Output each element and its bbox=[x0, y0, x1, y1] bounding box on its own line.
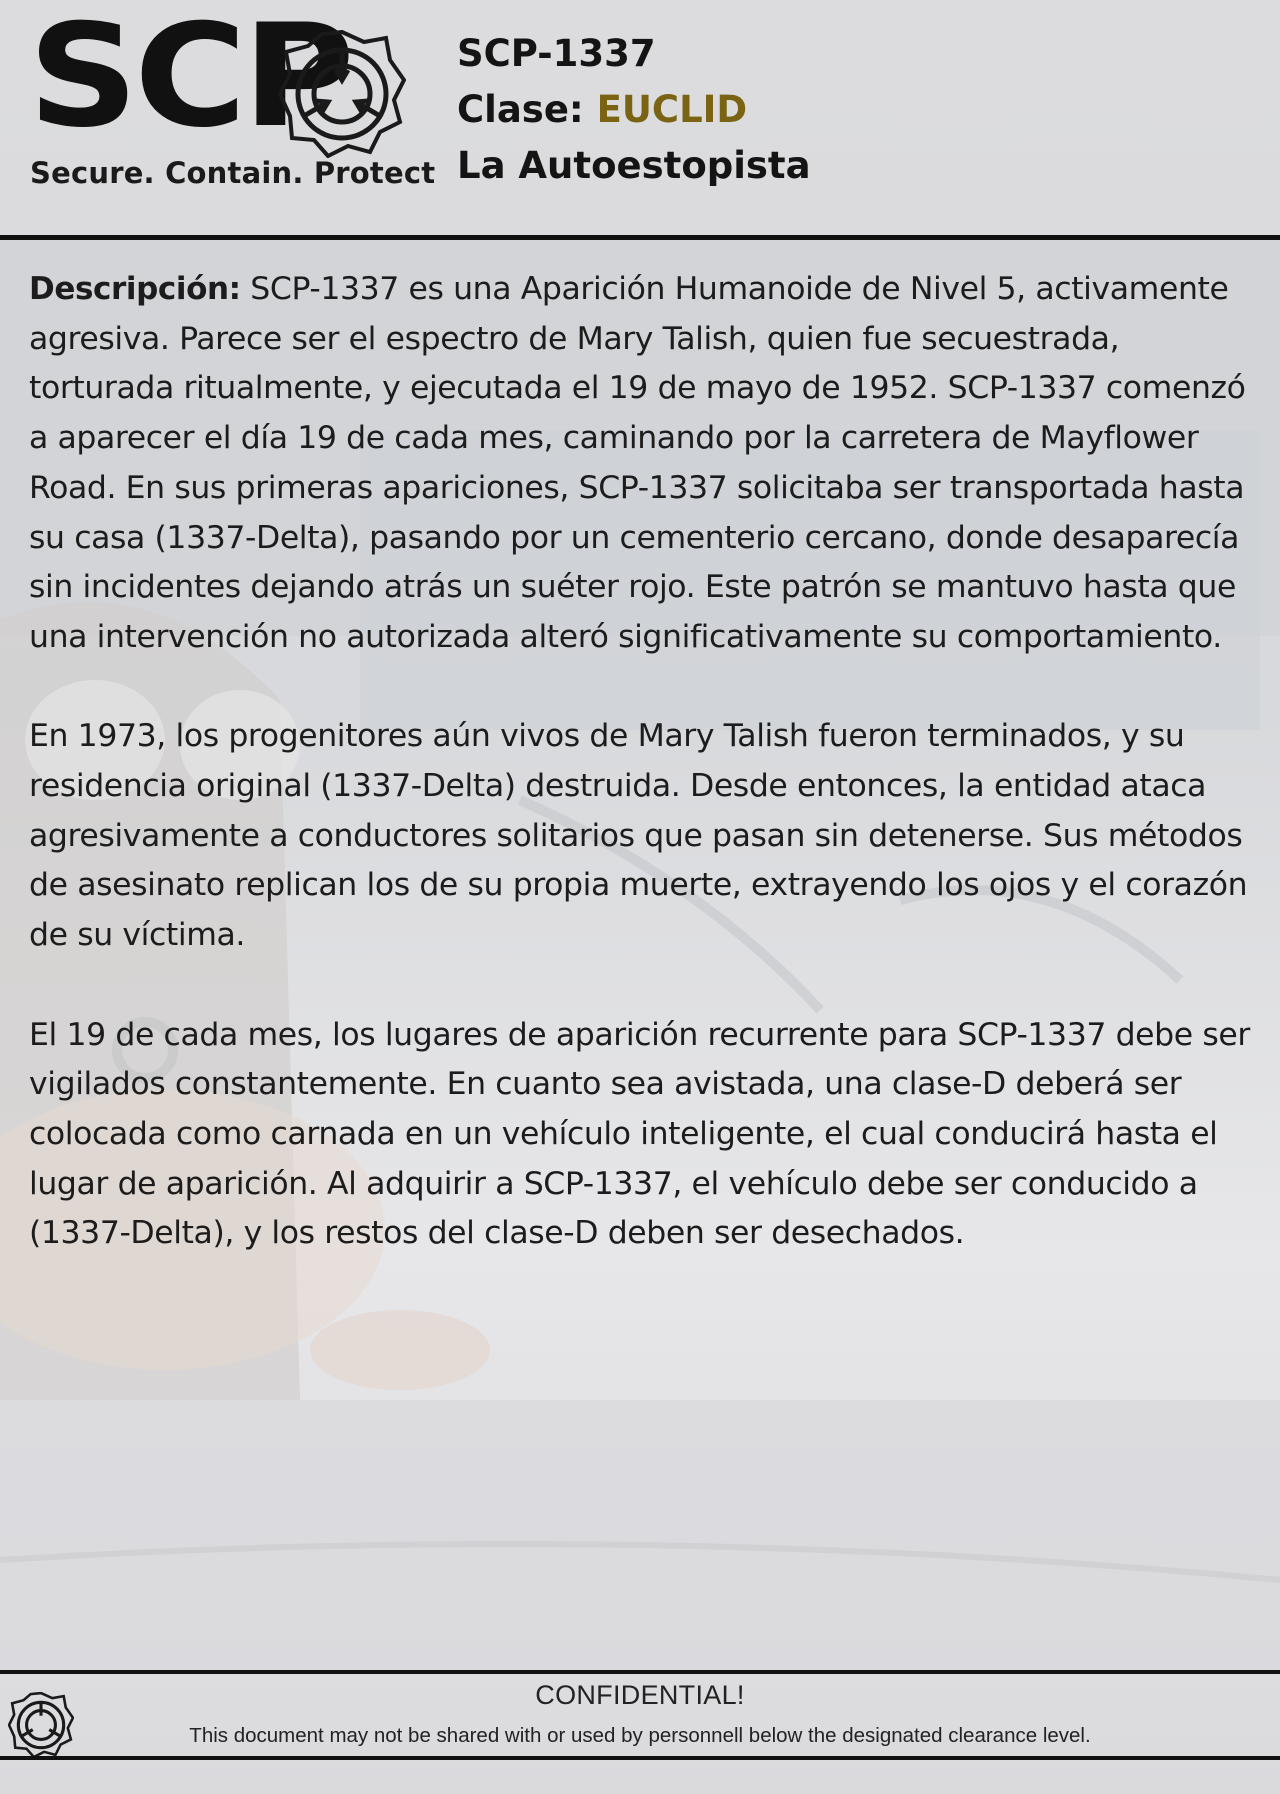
description-paragraph-1 bbox=[29, 265, 1269, 663]
description-label: Descripción: bbox=[29, 271, 241, 307]
item-number: SCP-1337 bbox=[457, 32, 656, 75]
logo-tagline: Secure. Contain. Protect bbox=[30, 156, 436, 190]
item-info bbox=[457, 26, 811, 194]
description-paragraph-3: El 19 de cada mes, los lugares de aparición recurrente para SCP-1337 debe ser vigilados constantemente. En cuanto sea avistada, una clase-D deberá ser colocada como carnada en un vehículo inteligente, el cual conducirá hasta el lugar de aparición. Al adquirir a SCP-1337, el vehículo debe ser conducido a (1337-Delta), y los restos del clase-D deben ser desechados. bbox=[29, 1016, 1250, 1252]
object-class bbox=[457, 82, 811, 138]
document-footer bbox=[0, 1672, 1280, 1758]
paragraph-1-text: SCP-1337 es una Aparición Humanoide de Nivel 5, activamente agresiva. Parece ser el espectro de Mary Talish, quien fue secuestrada, torturada ritualmente, y ejecutada el 19 de mayo de 1952. SCP-1337 comenzó a aparecer el día 19 de cada mes, caminando por la carretera de Mayflower Road. En sus primeras apariciones, SCP-1337 solicitaba ser transportada hasta su casa (1337-Delta), pasando por un cementerio cercano, donde desaparecía sin incidentes dejando atrás un suéter rojo. Este patrón se mantuvo hasta que una intervención no autorizada alteró significativamente su comportamiento. bbox=[29, 271, 1246, 655]
description-section bbox=[29, 265, 1269, 1309]
header-divider bbox=[0, 235, 1280, 240]
scp-foundation-emblem-icon bbox=[278, 30, 406, 158]
scp-logo-text: SCP bbox=[28, 0, 351, 159]
document-header bbox=[0, 0, 1280, 236]
item-name: La Autoestopista bbox=[457, 144, 811, 187]
description-paragraph-2: En 1973, los progenitores aún vivos de Mary Talish fueron terminados, y su residencia original (1337-Delta) destruida. Desde entonces, la entidad ataca agresivamente a conductores solitarios que pasan sin detenerse. Sus métodos de asesinato replican los de su propia muerte, extrayendo los ojos y el corazón de su víctima. bbox=[29, 718, 1248, 954]
class-label: Clase: bbox=[457, 88, 584, 131]
footer-bottom-divider bbox=[0, 1756, 1280, 1760]
confidential-label: CONFIDENTIAL! bbox=[535, 1680, 745, 1710]
clearance-notice: This document may not be shared with or used by personnell below the designated clearance level. bbox=[189, 1724, 1091, 1747]
class-value: EUCLID bbox=[596, 88, 748, 131]
